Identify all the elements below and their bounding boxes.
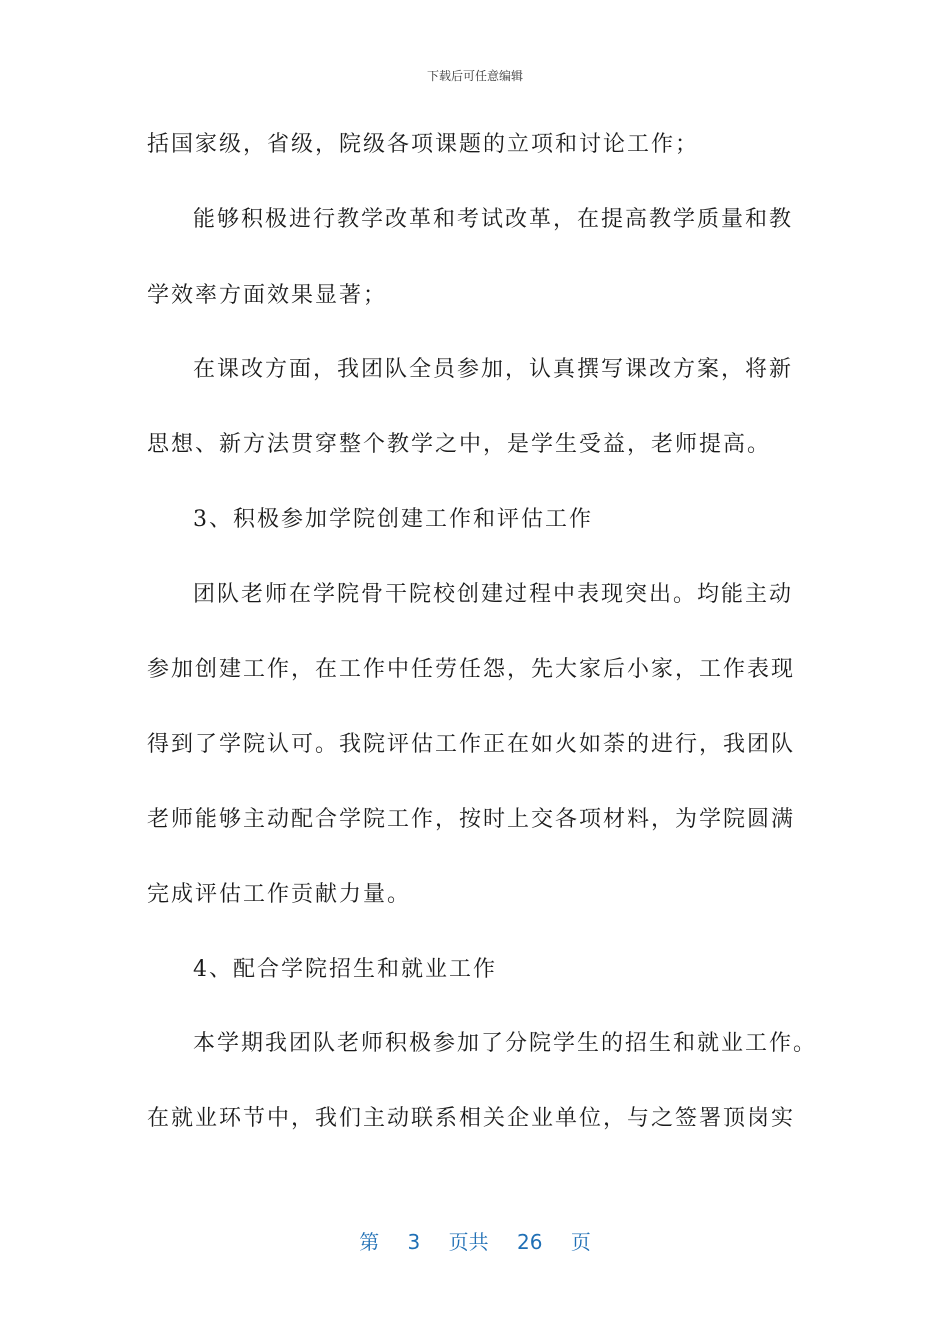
body-line: 学效率方面效果显著； xyxy=(147,283,388,308)
current-page-number: 3 xyxy=(407,1230,421,1254)
body-line: 参加创建工作，在工作中任劳任怨，先大家后小家，工作表现 xyxy=(147,657,796,682)
body-line: 老师能够主动配合学院工作，按时上交各项材料，为学院圆满 xyxy=(147,807,796,832)
body-line: 能够积极进行教学改革和考试改革，在提高教学质量和教 xyxy=(193,207,794,232)
section-heading: 3、积极参加学院创建工作和评估工作 xyxy=(193,507,593,532)
footer-middle: 页共 xyxy=(448,1230,489,1254)
footer-suffix: 页 xyxy=(570,1230,591,1254)
body-line: 得到了学院认可。我院评估工作正在如火如荼的进行，我团队 xyxy=(147,732,796,757)
page-footer xyxy=(0,1226,950,1255)
total-pages-number: 26 xyxy=(517,1230,543,1254)
section-heading: 4、配合学院招生和就业工作 xyxy=(193,957,497,982)
header-note: 下载后可任意编辑 xyxy=(426,69,523,83)
footer-prefix: 第 xyxy=(359,1230,380,1254)
body-line: 完成评估工作贡献力量。 xyxy=(147,882,412,907)
body-line: 思想、新方法贯穿整个教学之中，是学生受益，老师提高。 xyxy=(147,432,772,457)
body-line: 括国家级，省级，院级各项课题的立项和讨论工作； xyxy=(147,132,700,157)
body-line: 在课改方面，我团队全员参加，认真撰写课改方案，将新 xyxy=(193,357,794,382)
body-line: 本学期我团队老师积极参加了分院学生的招生和就业工作。 xyxy=(193,1031,818,1056)
body-line: 在就业环节中，我们主动联系相关企业单位，与之签署顶岗实 xyxy=(147,1106,796,1131)
body-line: 团队老师在学院骨干院校创建过程中表现突出。均能主动 xyxy=(193,582,794,607)
